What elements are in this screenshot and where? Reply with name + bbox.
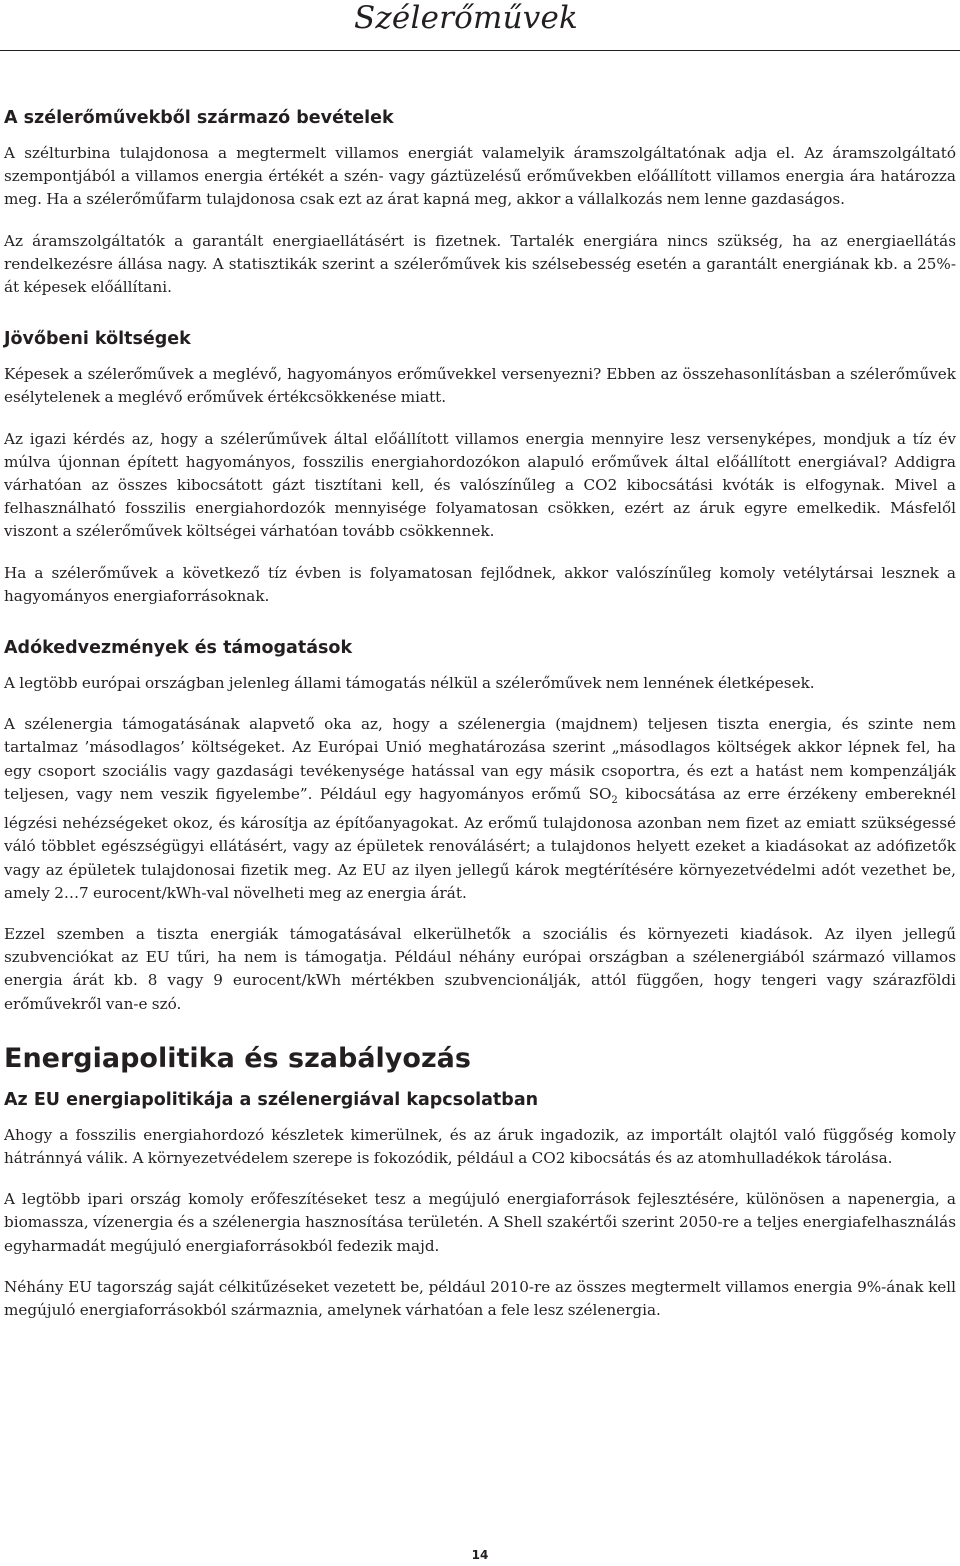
text-run: A szélenergia támogatásának alapvető oka az, hogy a szélenergia (majdnem) teljesen tiszta energia, és szinte nem tartalmaz ’másodlagos’ költségeket. Az Európai Unió meghatározása szerint „másodlagos költségek akkor lépnek fel, ha egy csoport szociális vagy gazdasági tevékenysége hatással van egy másik csoportra, és ezt a hatást nem kompenzálják teljesen, vagy nem veszik figyelembe”. Például egy hagyományos erőmű — [4, 715, 956, 803]
paragraph: Ezzel szemben a tiszta energiák támogatásával elkerülhetők a szociális és környezeti kiadások. Az ilyen jellegű szubvenciókat az EU tűri, ha nem is támogatja. Például néhány európai országban a szélenergiából származó villamos energia árát kb. 8 vagy 9 eurocent/kWh mértékben szubvencionálják, attól függően, hogy tengeri vagy szárazföldi erőművekről van-e szó. — [4, 924, 956, 1013]
page-content — [4, 106, 956, 1332]
paragraph-external-costs — [4, 713, 956, 905]
section-heading-revenue: A szélerőművekből származó bevételek — [4, 108, 394, 128]
paragraph: Néhány EU tagország saját célkitűzéseket vezetett be, például 2010-re az összes megtermelt villamos energia 9%-ának kell megújuló energiaforrásokból származnia, amelynek várhatóan a fele lesz szélenergia. — [4, 1277, 956, 1319]
section-heading-eu-policy: Az EU energiapolitikája a szélenergiával kapcsolatban — [4, 1089, 539, 1110]
section-heading-tax-incentives: Adókedvezmények és támogatások — [4, 638, 353, 659]
paragraph: Képesek a szélerőművek a meglévő, hagyományos erőművekkel versenyezni? Ebben az összehasonlításban a szélerőművek esélytelenek a meglévő erőművek értékcsökkenése miatt. — [4, 365, 956, 407]
text-run: kibocsátása az erre érzékeny embereknél légzési nehézségeket okoz, és károsítja az építőanyagokat. Az erőmű tulajdonosa azonban nem fizet az emiatt szükségessé váló többlet egészségügyi ellátásért, vagy az épületek renoválásért; a tulajdonos helyett ezeket a kiadásokat az adófizetők vagy az épületek tulajdonosai fizetik meg. Az EU az ilyen jellegű károk megtérítésére környezetvédelmi adót vezethet be, amely 2…7 eurocent/kWh-val növelheti meg az energia árát. — [4, 784, 957, 902]
paragraph: A legtöbb európai országban jelenleg állami támogatás nélkül a szélerőművek nem lennének életképesek. — [4, 674, 815, 693]
paragraph: Az igazi kérdés az, hogy a szélerűművek által előállított villamos energia mennyire lesz versenyképes, mondjuk a tíz év múlva újonnan épített hagyományos, fosszilis energiahordozókon alapuló erőművek által előállított energiával? Addigra várhatóan az összes kibocsátott gázt tisztítani kell, és valószínűleg a CO2 kibocsátási kvóták is elfogynak. Mivel a felhasználható fosszilis energiahordozók mennyisége folyamatosan csökken, ezért az áruk egyre emelkedik. Másfelől viszont a szélerőművek költségei várhatóan tovább csökkennek. — [4, 429, 956, 541]
running-head: Szélerőművek — [353, 0, 578, 36]
paragraph: A szélturbina tulajdonosa a megtermelt villamos energiát valamelyik áramszolgáltatónak adja el. Az áramszolgáltató szempontjából a villamos energia értékét a szén- vagy gáztüzelésű erőművekben előállított villamos energia ára határozza meg. Ha a szélerőműfarm tulajdonosa csak ezt az árat kapná meg, akkor a vállalkozás nem lenne gazdaságos. — [4, 144, 956, 209]
section-heading-future-costs: Jövőbeni költségek — [4, 329, 191, 350]
paragraph: Ha a szélerőművek a következő tíz évben is folyamatosan fejlődnek, akkor valószínűleg komoly vetélytársai lesznek a hagyományos energiaforrásoknak. — [4, 563, 956, 605]
paragraph: A legtöbb ipari ország komoly erőfeszítéseket tesz a megújuló energiaforrások fejlesztésére, különösen a napenergia, a biomassza, vízenergia és a szélenergia hasznosítása területén. A Shell szakértői szerint 2050-re a teljes energiafelhasználás egyharmadát megújuló energiaforrásokból fedezik majd. — [4, 1190, 956, 1255]
page-number: 14 — [471, 1548, 489, 1562]
paragraph: Az áramszolgáltatók a garantált energiaellátásért is fizetnek. Tartalék energiára nincs szükség, ha az energiaellátás rendelkezésre állása nagy. A statisztikák szerint a szélerőművek kis szélsebesség esetén a garantált energiának kb. a 25%-át képesek előállítani. — [4, 231, 956, 297]
header-rule — [0, 50, 960, 51]
paragraph: Ahogy a fosszilis energiahordozó készletek kimerülnek, és az áruk ingadozik, az importált olajtól való függőség komoly hátránnyá válik. A környezetvédelem szerepe is fokozódik, például a CO2 kibocsátás és az atomhulladékok tárolása. — [4, 1125, 956, 1167]
so2-formula: $SO_2$ — [588, 784, 618, 806]
section-title-energy-policy: Energiapolitika és szabályozás — [4, 1042, 471, 1074]
